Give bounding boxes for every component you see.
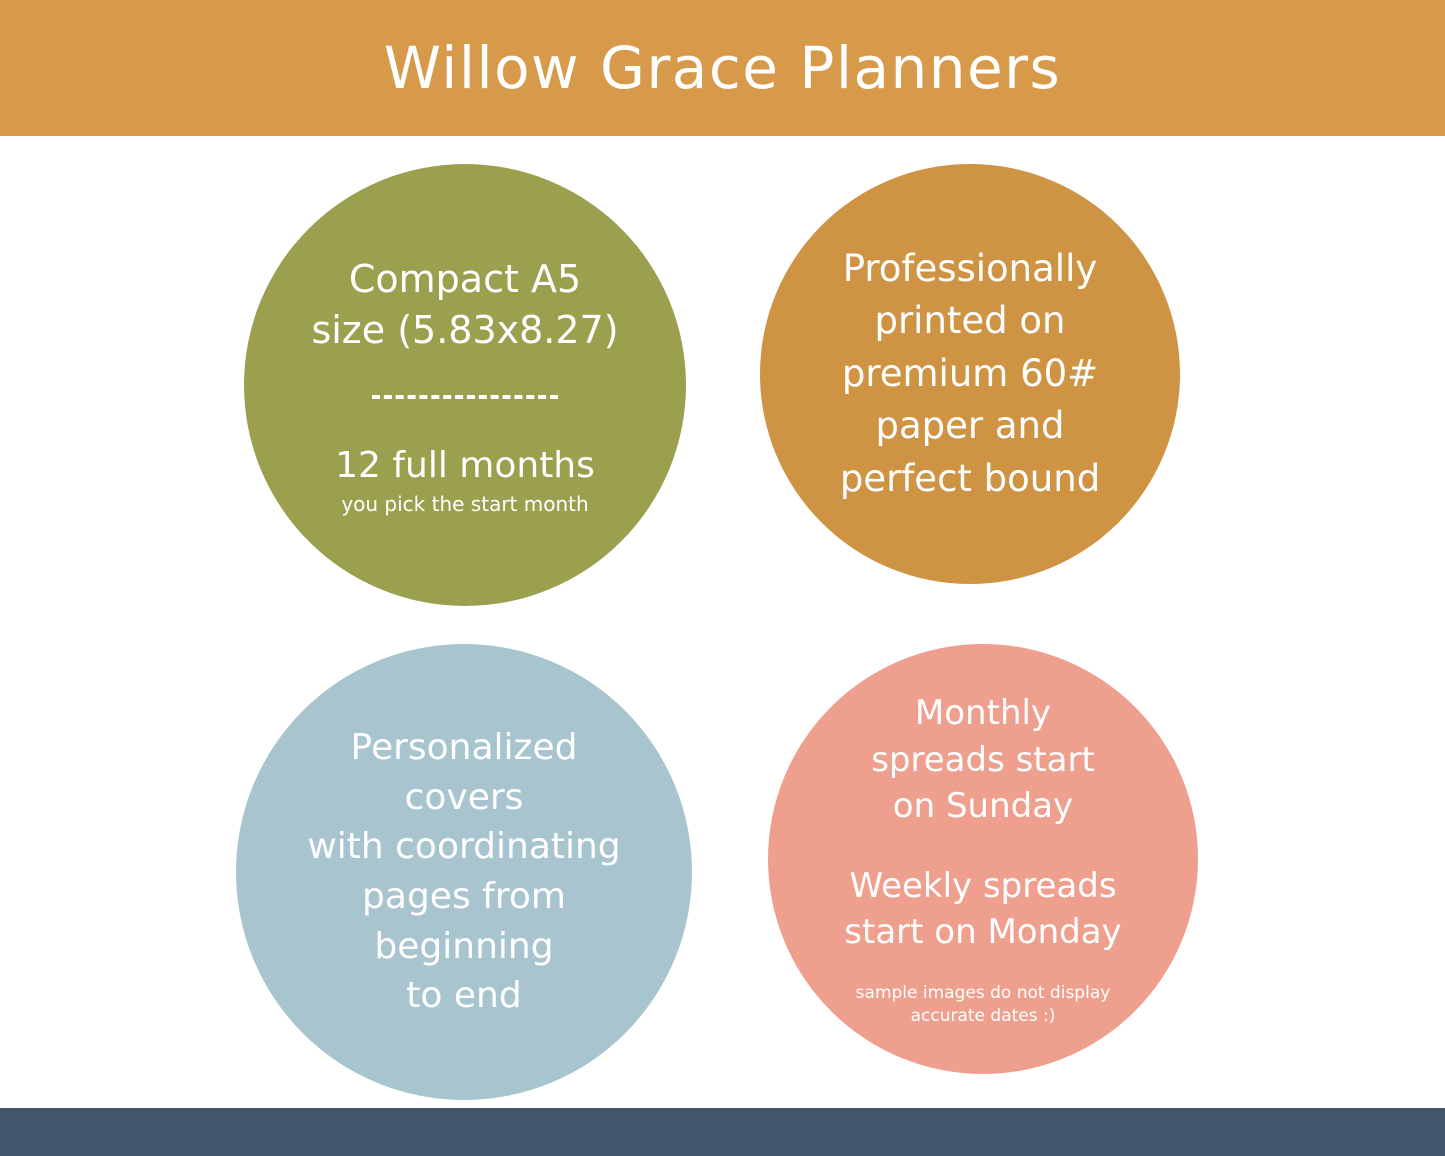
feature-bubble-size xyxy=(244,164,686,606)
spreads-line-3: on Sunday xyxy=(892,785,1074,826)
print-line-3: premium 60# xyxy=(841,351,1099,395)
footer-band xyxy=(0,1108,1445,1156)
covers-line-3: with coordinating xyxy=(307,826,621,868)
print-line-4: paper and xyxy=(875,404,1065,448)
covers-line-4: pages from xyxy=(362,876,566,917)
feature-bubble-print xyxy=(760,164,1180,584)
print-line-1: Professionally xyxy=(842,246,1098,290)
spreads-line-1: Monthly xyxy=(914,693,1052,734)
size-line-2: size (5.83x8.27) xyxy=(311,307,619,352)
feature-bubble-spreads xyxy=(768,644,1198,1074)
covers-line-1: Personalized xyxy=(350,726,578,768)
covers-line-6: to end xyxy=(406,975,522,1017)
print-line-5: perfect bound xyxy=(839,456,1101,500)
spreads-line-5: start on Monday xyxy=(844,912,1122,953)
spreads-note-1: sample images do not display xyxy=(855,982,1111,1003)
spreads-note-2: accurate dates :) xyxy=(910,1005,1056,1026)
bubbles-canvas xyxy=(0,136,1445,1108)
size-line-3: 12 full months xyxy=(335,444,595,486)
size-note: you pick the start month xyxy=(341,491,589,516)
header-band xyxy=(0,0,1445,136)
spreads-line-2: spreads start xyxy=(871,739,1095,780)
page-title: Willow Grace Planners xyxy=(383,34,1062,102)
covers-line-2: covers xyxy=(404,776,524,818)
spreads-line-4: Weekly spreads xyxy=(849,866,1117,907)
spreads-spacer xyxy=(844,829,1121,863)
size-line-1: Compact A5 xyxy=(348,257,582,302)
print-line-2: printed on xyxy=(874,299,1066,343)
feature-bubble-covers xyxy=(236,644,692,1100)
dashed-divider xyxy=(372,395,558,399)
covers-line-5: beginning xyxy=(374,925,554,967)
